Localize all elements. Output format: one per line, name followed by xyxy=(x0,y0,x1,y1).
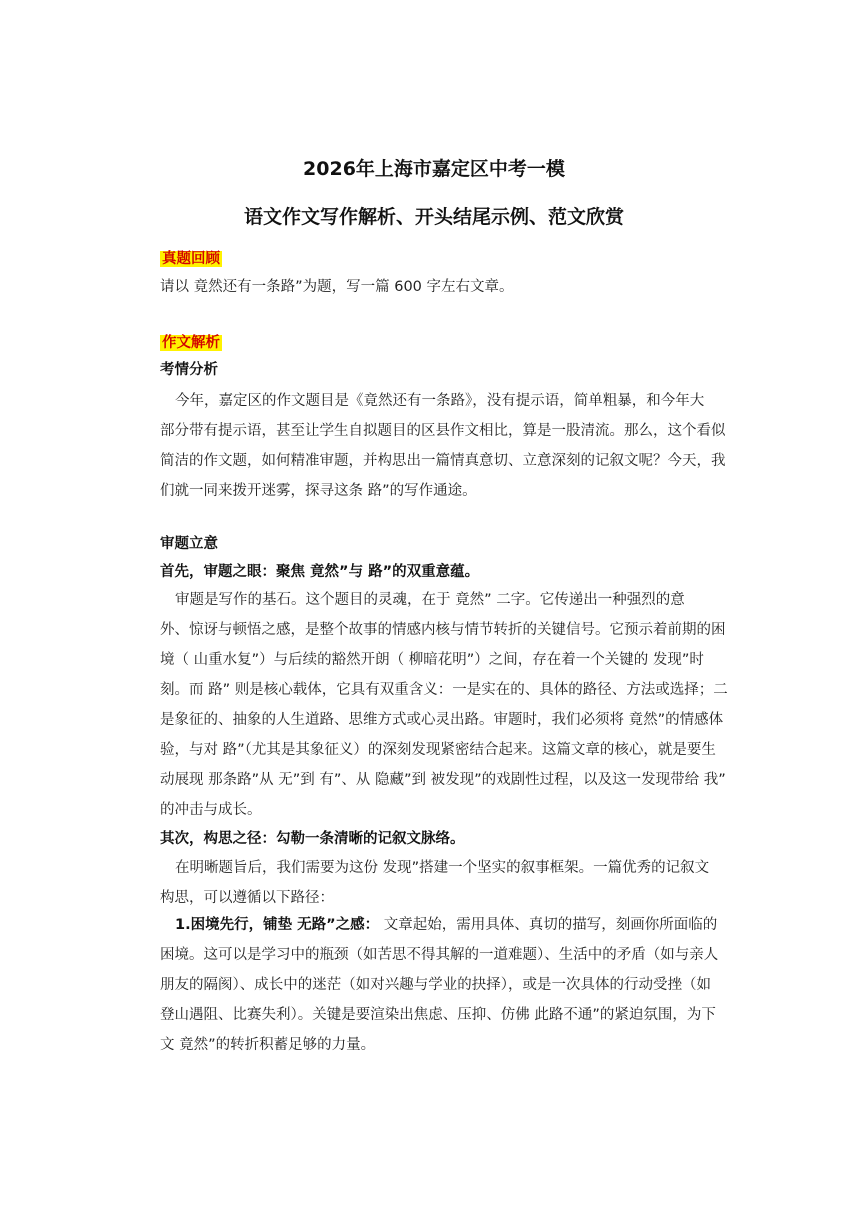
paragraph-line: 动展现 那条路”从 无”到 有”、从 隐藏”到 被发现”的戏剧性过程，以及这一发现带给 我” xyxy=(160,772,726,788)
subheading-kaoqing: 考情分析 xyxy=(160,362,218,378)
paragraph-line: 简洁的作文题，如何精准审题，并构思出一篇情真意切、立意深刻的记叙文呢？今天，我 xyxy=(160,453,726,469)
paragraph-line: 境（ 山重水复”）与后续的豁然开朗（ 柳暗花明”）之间，存在着一个关键的 发现”时 xyxy=(160,652,704,668)
paragraph-line: 朋友的隔阂）、成长中的迷茫（如对兴趣与学业的抉择），或是一次具体的行动受挫（如 xyxy=(160,977,711,993)
point1-heading: 1.困境先行，铺垫 无路”之感： xyxy=(175,917,380,933)
heading-first: 首先，审题之眼：聚焦 竟然”与 路”的双重意蕴。 xyxy=(160,564,480,580)
paragraph-line: 外、惊讶与顿悟之感，是整个故事的情感内核与情节转折的关键信号。它预示着前期的困 xyxy=(160,622,726,638)
paragraph-line: 登山遇阻、比赛失利）。关键是要渲染出焦虑、压抑、仿佛 此路不通”的紧迫氛围，为下 xyxy=(160,1007,716,1023)
paragraph-line: 们就一同来拨开迷雾，探寻这条 路”的写作通途。 xyxy=(160,483,477,499)
subheading-shenti: 审题立意 xyxy=(160,536,218,552)
paragraph-line: 部分带有提示语，甚至让学生自拟题目的区县作文相比，算是一股清流。那么，这个看似 xyxy=(160,423,726,439)
paragraph-line: 刻。而 路” 则是核心载体，它具有双重含义：一是实在的、具体的路径、方法或选择；二 xyxy=(160,682,728,698)
paragraph-line: 文 竟然”的转折积蓄足够的力量。 xyxy=(160,1037,376,1053)
prompt-text: 请以 竟然还有一条路”为题，写一篇 600 字左右文章。 xyxy=(160,279,514,295)
paragraph-line: 验，与对 路”（尤其是其象征义）的深刻发现紧密结合起来。这篇文章的核心，就是要生 xyxy=(160,742,716,758)
paragraph-line: 是象征的、抽象的人生道路、思维方式或心灵出路。审题时，我们必须将 竟然”的情感体 xyxy=(160,712,724,728)
heading-second: 其次，构思之径：勾勒一条清晰的记叙文脉络。 xyxy=(160,831,465,847)
paragraph-line: 今年，嘉定区的作文题目是《竟然还有一条路》，没有提示语，简单粗暴，和今年大 xyxy=(175,393,705,409)
section-heading-zhenti: 真题回顾 xyxy=(162,251,220,267)
paragraph-line: 的冲击与成长。 xyxy=(160,802,262,818)
document-subtitle: 语文作文写作解析、开头结尾示例、范文欣赏 xyxy=(243,206,624,228)
paragraph-line: 1.困境先行，铺垫 无路”之感： 文章起始，需用具体、真切的描写，刻画你所面临的 xyxy=(175,917,718,933)
paragraph-line: 在明晰题旨后，我们需要为这份 发现”搭建一个坚实的叙事框架。一篇优秀的记叙文 xyxy=(175,860,710,876)
document-title: 2026年上海市嘉定区中考一模 xyxy=(303,158,565,180)
section-heading-jiexi: 作文解析 xyxy=(162,335,220,351)
paragraph-line: 困境。这可以是学习中的瓶颈（如苦思不得其解的一道难题）、生活中的矛盾（如与亲人 xyxy=(160,947,719,963)
paragraph-line: 构思，可以遵循以下路径： xyxy=(160,890,334,906)
paragraph-line: 审题是写作的基石。这个题目的灵魂，在于 竟然” 二字。它传递出一种强烈的意 xyxy=(175,592,685,608)
